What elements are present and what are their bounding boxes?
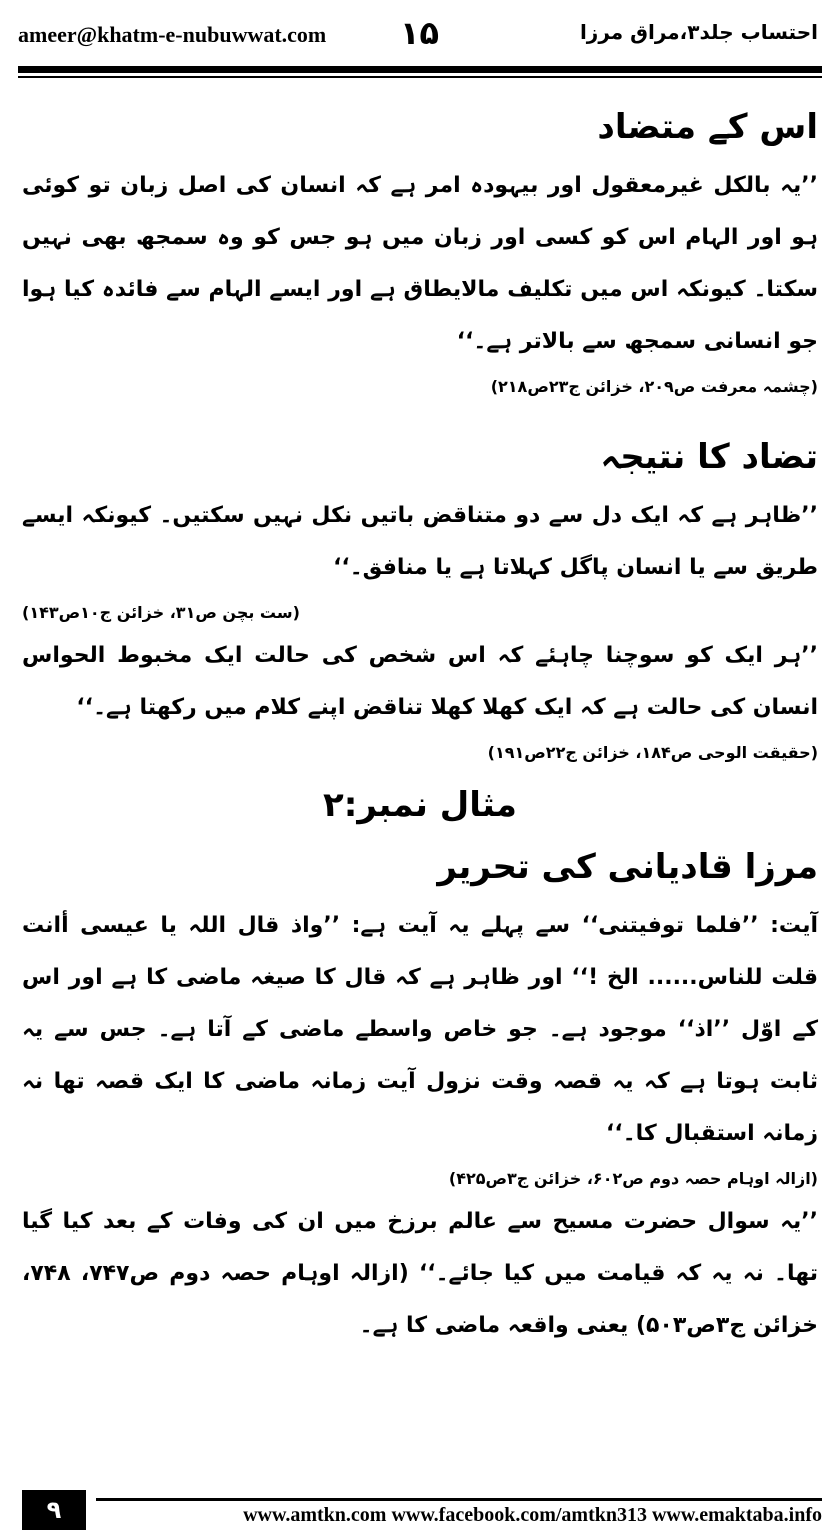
section-heading-contradiction: اس کے متضاد: [597, 107, 818, 147]
footer-links: www.amtkn.com www.facebook.com/amtkn313 www.emaktaba.info: [243, 1504, 822, 1526]
page-header: [0, 0, 840, 80]
header-title: احتساب جلد۳،مراق مرزا: [579, 20, 818, 44]
reference-citation: (چشمہ معرفت ص۲۰۹، خزائن ج۲۳ص۲۱۸): [490, 377, 818, 396]
reference-citation: (ازالہ اوہام حصہ دوم ص۶۰۲، خزائن ج۳ص۴۲۵): [448, 1169, 818, 1188]
footer-page-number: ۹: [22, 1490, 86, 1530]
page-footer: [0, 1490, 840, 1540]
header-rule-thick: [18, 66, 822, 73]
quote-paragraph: ’’ہر ایک کو سوچنا چاہئے کہ اس شخص کی حالت ایک مخبوط الحواس انسان کی حالت ہے کہ ایک کھلا کھلا تناقض اپنے کلام میں رکھتا ہے۔‘‘: [22, 643, 818, 720]
header-page-number: ۱۵: [400, 14, 440, 52]
quote-paragraph: ’’یہ سوال حضرت مسیح سے عالم برزخ میں ان کی وفات کے بعد کیا گیا تھا۔ نہ یہ کہ قیامت میں کیا جائے۔‘‘ (ازالہ اوہام حصہ دوم ص۷۴۷، ۷۴۸، خزائن ج۳ص۵۰۳) یعنی واقعہ ماضی کا ہے۔: [22, 1209, 818, 1338]
example-heading: مثال نمبر:۲: [323, 785, 517, 825]
quote-paragraph: ’’یہ بالکل غیرمعقول اور بیہودہ امر ہے کہ انسان کی اصل زبان تو کوئی ہو اور الہام اس کو کسی اور زبان میں ہو جس کو وہ سمجھ بھی نہیں سکتا۔ کیونکہ اس میں تکلیف مالایطاق ہے اور ایسے الہام سے فائدہ کیا ہوا جو انسانی سمجھ سے بالاتر ہے۔‘‘: [22, 173, 818, 354]
reference-citation: (ست بچن ص۳۱، خزائن ج۱۰ص۱۴۳): [22, 603, 300, 622]
quote-paragraph: آیت: ’’فلما توفیتنی‘‘ سے پہلے یہ آیت ہے: ’’واذ قال اللہ یا عیسی أانت قلت للناس...... الخ !‘‘ اور ظاہر ہے کہ قال کا صیغہ ماضی کا ہے اور اس کے اوّل ’’اذ‘‘ موجود ہے۔ جو خاص واسطے ماضی کے آتا ہے۔ جس سے یہ ثابت ہوتا ہے کہ یہ قصہ وقت نزول آیت زمانہ ماضی کا ایک قصہ تھا نہ زمانہ استقبال کا۔‘‘: [22, 913, 818, 1146]
quote-paragraph: ’’ظاہر ہے کہ ایک دل سے دو متناقض باتیں نکل نہیں سکتیں۔ کیونکہ ایسے طریق سے یا انسان پاگل کہلاتا ہے یا منافق۔‘‘: [22, 503, 818, 580]
reference-citation: (حقیقت الوحی ص۱۸۴، خزائن ج۲۲ص۱۹۱): [487, 743, 818, 762]
header-rule-thin: [18, 76, 822, 78]
section-heading-result: تضاد کا نتیجہ: [600, 437, 818, 477]
header-email: ameer@khatm-e-nubuwwat.com: [18, 22, 327, 47]
section-heading-mirza-writing: مرزا قادیانی کی تحریر: [437, 847, 818, 887]
footer-rule: [96, 1498, 822, 1501]
page-content: [22, 92, 818, 1352]
